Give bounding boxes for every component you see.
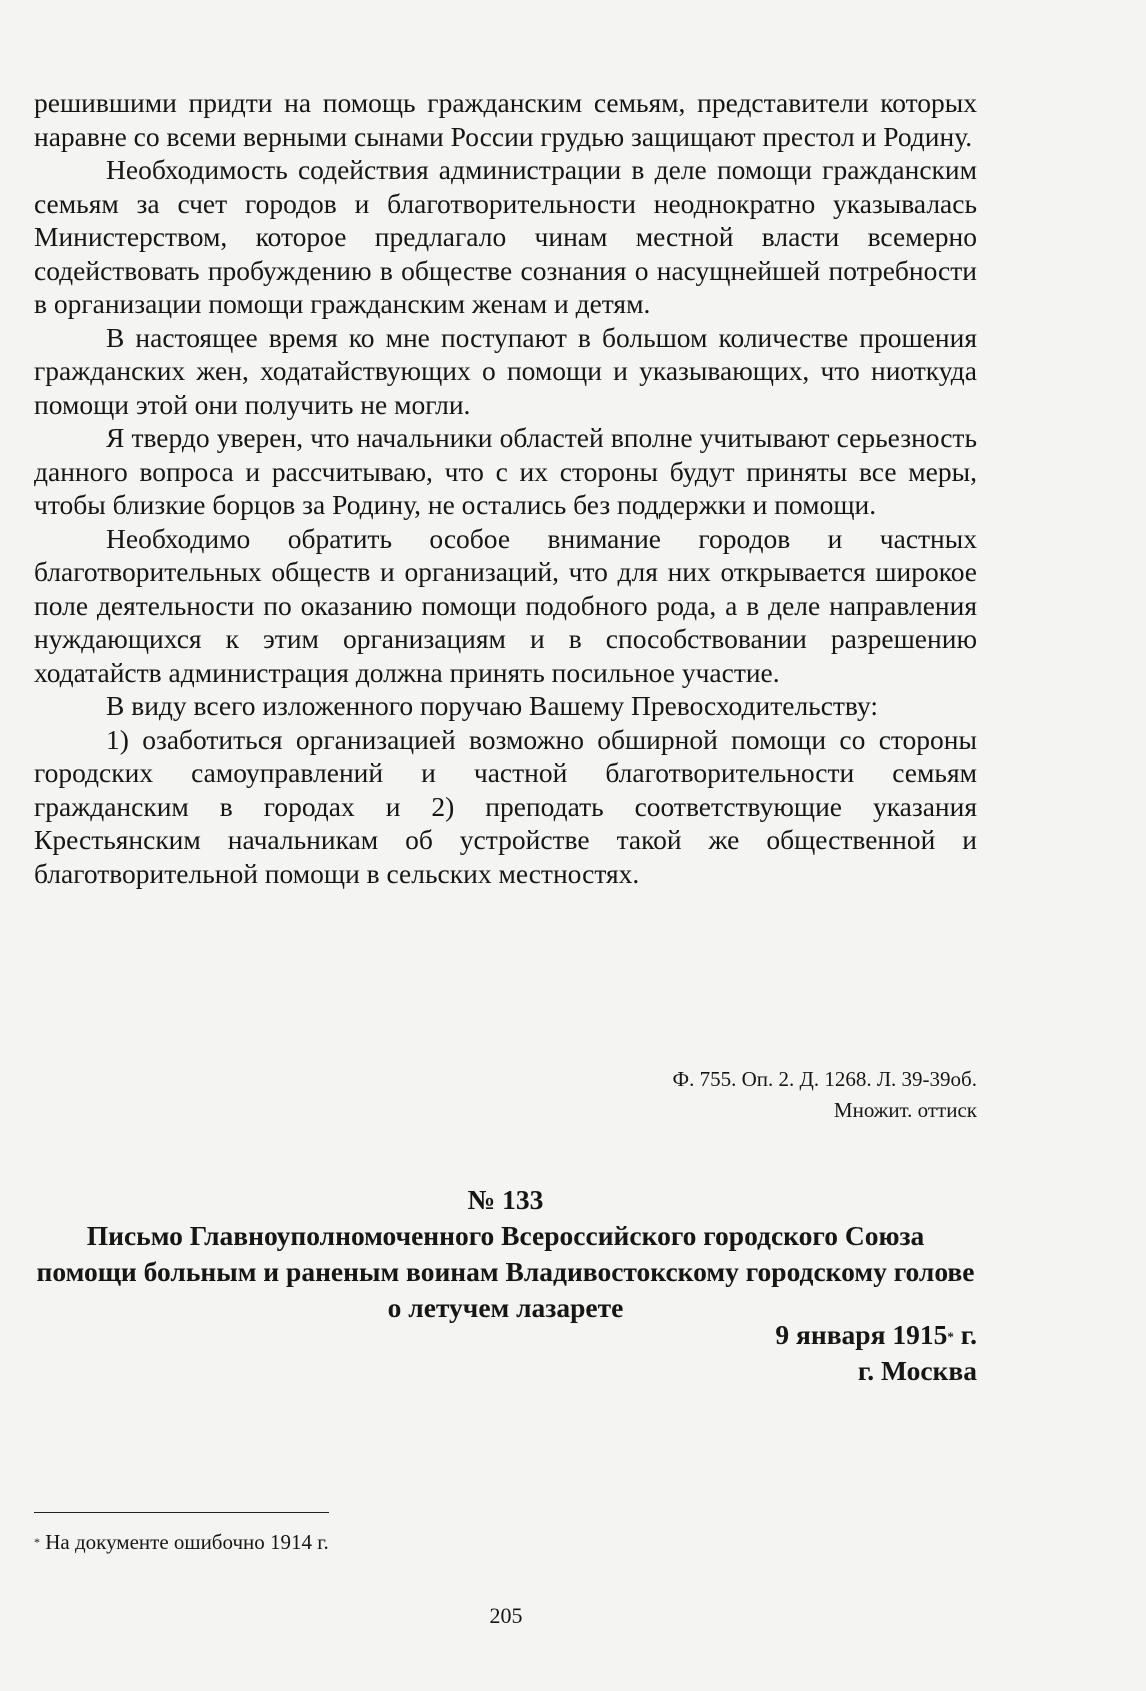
footnote-divider: [34, 1512, 329, 1513]
archive-reference: Ф. 755. Оп. 2. Д. 1268. Л. 39-39об.: [672, 1067, 977, 1091]
archive-source: [34, 1064, 977, 1126]
paragraph: Необходимость содействия администрации в деле помощи гражданским семьям за счет городов и благотворительности неоднократно указывалась Министерством, которое предлагало чинам местной власти всемерно содействовать пробуждению в обществе сознания о насущнейшей потребности в организации помощи гражданским женам и детям.: [34, 154, 977, 319]
date-footnote-marker: *: [947, 1329, 954, 1344]
document-title: Письмо Главноуполномоченного Всероссийского городского Союза помощи больным и раненым воинам Владивостокскому городскому голове о летучем лазарете: [36, 1220, 975, 1323]
date-suffix: г.: [953, 1319, 977, 1350]
paragraph: Необходимо обратить особое внимание городов и частных благотворительных обществ и организаций, что для них открывается широкое поле деятельности по оказанию помощи подобного рода, а в деле направления нуждающихся к этим организациям и в способствовании разрешению ходатайств администрация должна принять посильное участие.: [34, 522, 977, 688]
paragraph: В виду всего изложенного поручаю Вашему Превосходительству:: [106, 690, 879, 721]
footnote-text: На документе ошибочно 1914 г.: [40, 1530, 329, 1554]
footnote: [34, 1527, 329, 1557]
document-place: г. Москва: [857, 1355, 977, 1386]
copy-type: Множит. оттиск: [833, 1098, 977, 1122]
paragraph: В настоящее время ко мне поступают в большом количестве прошения гражданских жен, ходатайствующих о помощи и указывающих, что ниоткуда помощи этой они получить не могли.: [34, 321, 977, 420]
footnote-marker: *: [34, 1535, 40, 1549]
main-text: [34, 86, 977, 890]
paragraph-continuation: решившими придти на помощь гражданским семьям, представители которых наравне со всеми верными сынами России грудью защищают престол и Родину.: [34, 87, 977, 152]
date-text: 9 января 1915: [775, 1319, 948, 1350]
paragraph: Я твердо уверен, что начальники областей вполне учитывают серьезность данного вопроса и рассчитываю, что с их стороны будут приняты все меры, чтобы близкие борцов за Родину, не остались без поддержки и помощи.: [34, 422, 977, 520]
document-number: № 133: [467, 1184, 544, 1215]
page-number: 205: [489, 1603, 523, 1628]
document-date: [34, 1317, 977, 1353]
document-date-place: [34, 1317, 977, 1389]
paragraph: 1) озаботиться организацией возможно обширной помощи со стороны городских самоуправлений и частной благотворительности семьям гражданским в городах и 2) преподать соответствующие указания Крестьянским начальникам об устройстве такой же общественной и благотворительной помощи в сельских местностях.: [34, 723, 977, 889]
